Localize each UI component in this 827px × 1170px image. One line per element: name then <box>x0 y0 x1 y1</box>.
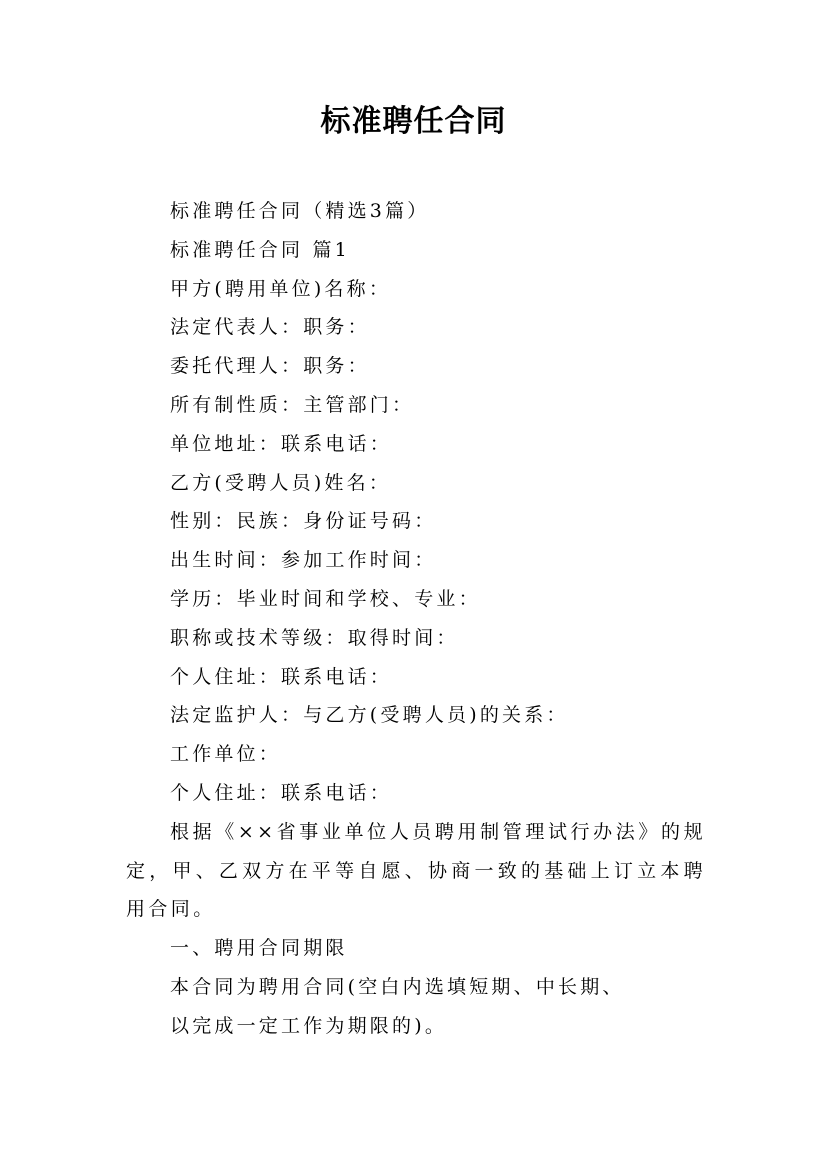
line-birth-work-time: 出生时间：参加工作时间： <box>170 549 437 572</box>
line-unit-address: 单位地址：联系电话： <box>170 432 393 455</box>
line-personal-address-2: 个人住址：联系电话： <box>170 781 393 804</box>
line-party-b-name: 乙方(受聘人员)姓名： <box>170 471 392 494</box>
line-personal-address-1: 个人住址：联系电话： <box>170 665 393 688</box>
line-title-level: 职称或技术等级：取得时间： <box>170 626 459 649</box>
line-authorized-agent: 委托代理人：职务： <box>170 355 370 378</box>
paragraph-basis: 根据《××省事业单位人员聘用制管理试行办法》的规定，甲、乙双方在平等自愿、协商一致的基础上订立本聘用合同。 <box>126 820 706 921</box>
section-heading: 一、聘用合同期限 <box>170 937 348 960</box>
line-subtitle: 标准聘任合同（精选3篇） <box>170 200 430 222</box>
line-gender-ethnicity-id: 性别：民族：身份证号码： <box>170 510 437 533</box>
line-legal-guardian: 法定监护人：与乙方(受聘人员)的关系： <box>170 704 569 727</box>
line-party-a-name: 甲方(聘用单位)名称： <box>170 277 392 300</box>
section-line-2: 以完成一定工作为期限的)。 <box>170 1014 448 1037</box>
document-body <box>126 192 706 1046</box>
section-line-1: 本合同为聘用合同(空白内选填短期、中长期、 <box>170 975 625 998</box>
line-work-unit: 工作单位： <box>170 743 282 766</box>
line-part-heading: 标准聘任合同 篇1 <box>170 238 350 261</box>
line-education: 学历：毕业时间和学校、专业： <box>170 587 481 610</box>
line-ownership-nature: 所有制性质：主管部门： <box>170 393 415 416</box>
line-legal-representative: 法定代表人：职务： <box>170 316 370 339</box>
document-title: 标准聘任合同 <box>320 104 507 139</box>
